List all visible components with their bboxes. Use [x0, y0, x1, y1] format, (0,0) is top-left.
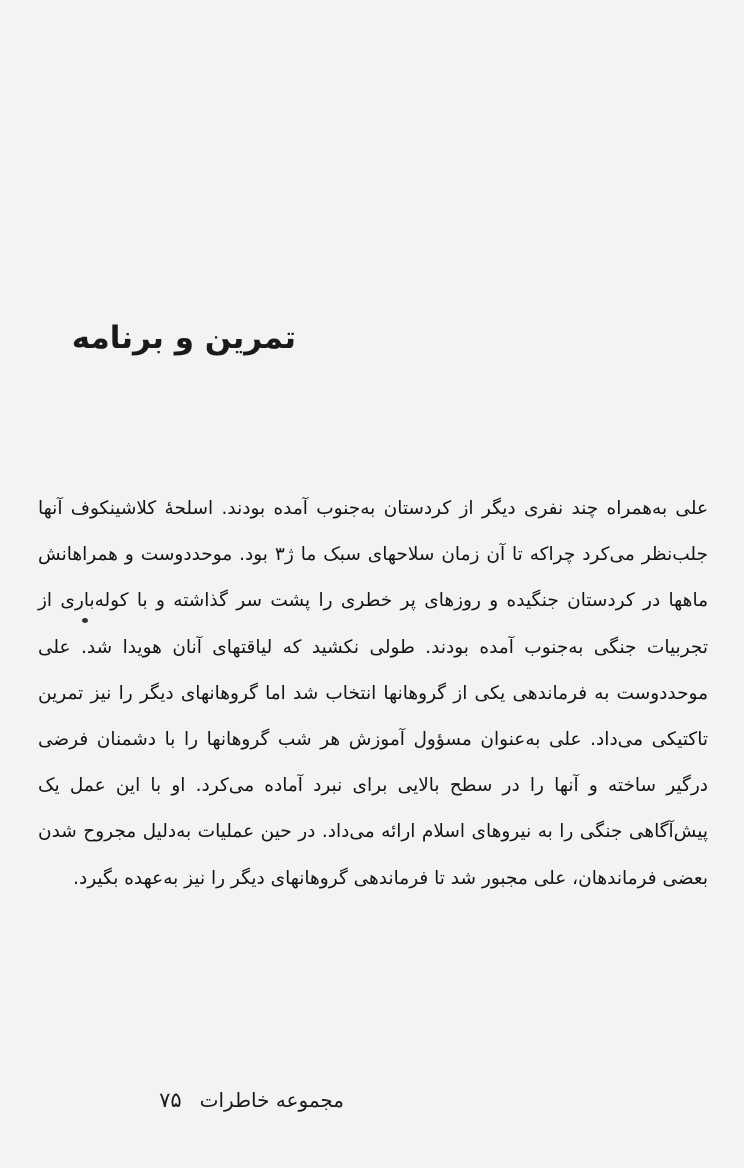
body-paragraph: علی به‌همراه چند نفری دیگر از کردستان به‌جنوب آمده بودند. اسلحهٔ کلاشینکوف آنها جلب‌نظر می‌کرد چراکه تا آن زمان سلاحهای سبک ما ژ۳ بود. موحددوست و همراهانش ماهها در کردستان جنگیده و روزهای پر خطری را پشت سر گذاشته و با کوله‌باری از تجربیات جنگی به‌جنوب آمده بودند. طولی نکشید که لیاقتهای آنان هویدا شد. علی موحددوست به فرماندهی یکی از گروهانها انتخاب شد اما گروهانهای دیگر را نیز تمرین تاکتیکی می‌داد. علی به‌عنوان مسؤول آموزش هر شب گروهانها را با دشمنان فرضی درگیر ساخته و آنها را در سطح بالایی برای نبرد آماده می‌کرد. او با این عمل یک پیش‌آگاهی جنگی را به نیروهای اسلام ارائه می‌داد. در حین عملیات به‌دلیل مجروح شدن بعضی فرماندهان، علی مجبور شد تا فرماندهی گروهانهای دیگر را نیز به‌عهده بگیرد. — [38, 498, 708, 889]
ink-mark — [82, 618, 88, 623]
page-number: ۷۵ — [159, 1088, 182, 1112]
section-heading: تمرین و برنامه — [71, 320, 296, 356]
bleed-through-text — [104, 58, 704, 78]
body-text — [38, 486, 708, 902]
page-footer — [159, 1088, 344, 1112]
book-title: مجموعه خاطرات — [199, 1088, 344, 1112]
